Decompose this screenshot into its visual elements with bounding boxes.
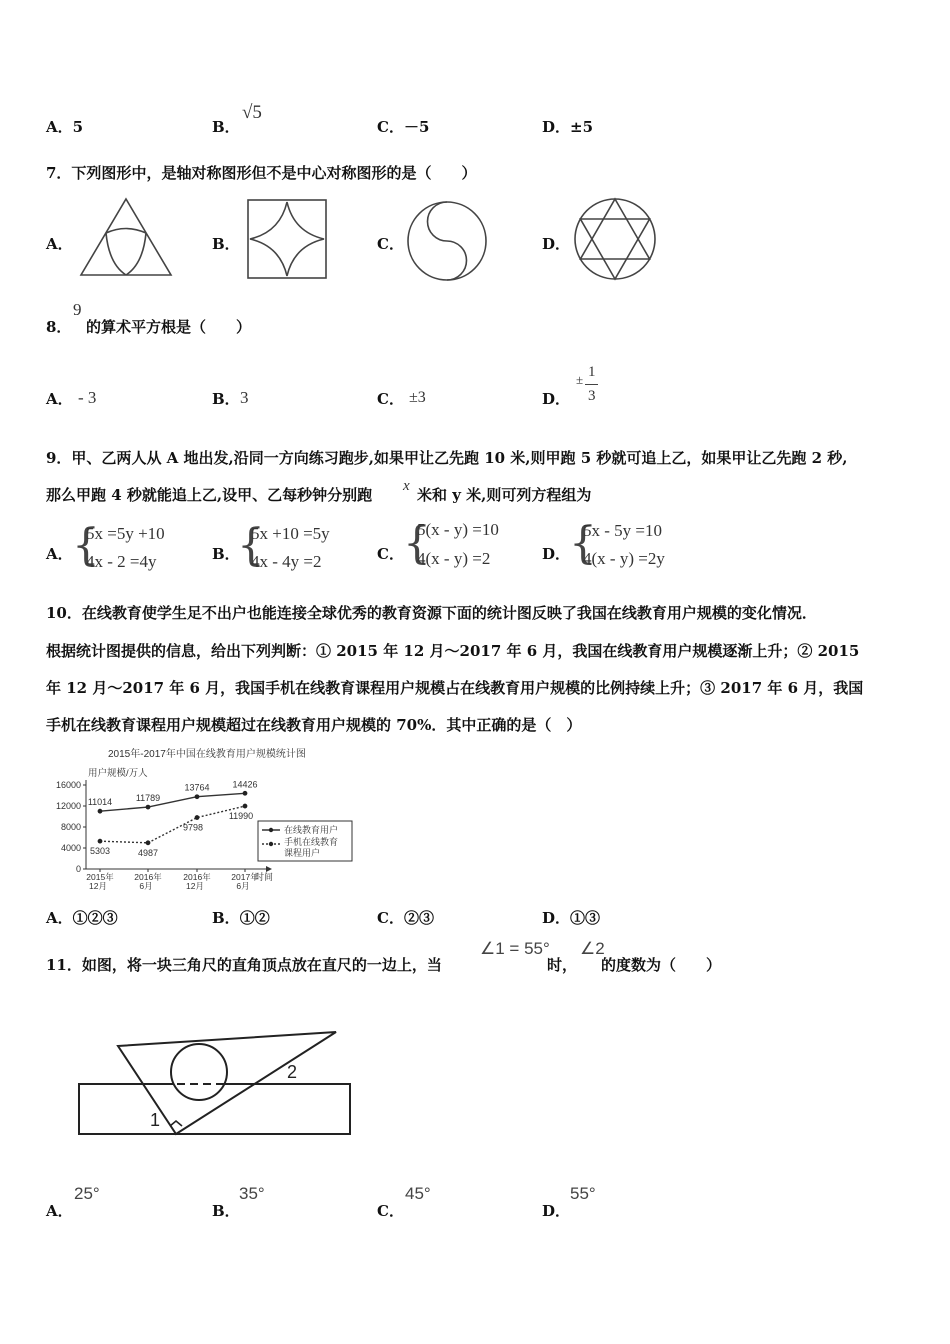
q8-option-a[interactable] bbox=[46, 388, 73, 409]
q8-option-b[interactable] bbox=[212, 388, 240, 409]
option-letter: C． bbox=[377, 390, 404, 408]
legend-marker bbox=[269, 842, 273, 846]
q11-option-a[interactable] bbox=[46, 1200, 73, 1221]
angle1-expression: ∠1 = 55° bbox=[480, 939, 550, 958]
sqrt5: √5 bbox=[242, 102, 262, 123]
legend-entry-1: 在线教育用户 bbox=[284, 825, 339, 835]
option-letter: A． bbox=[46, 390, 73, 408]
legend-marker bbox=[269, 828, 273, 832]
angle-1-label: 1 bbox=[150, 1110, 161, 1130]
q11-option-c[interactable] bbox=[377, 1200, 404, 1221]
q11-d-value: 55° bbox=[570, 1184, 596, 1203]
series-line-1 bbox=[100, 793, 245, 811]
q11-a-value: 25° bbox=[74, 1184, 100, 1203]
brace: { bbox=[403, 518, 431, 569]
option-letter: D． bbox=[542, 118, 571, 136]
angle-2-label: 2 bbox=[287, 1062, 298, 1082]
data-point bbox=[243, 791, 248, 796]
q11-option-b[interactable] bbox=[212, 1200, 240, 1221]
q11-b-value: 35° bbox=[239, 1184, 265, 1203]
q10-stem-line2: 根据统计图提供的信息，给出下列判断：① 2015 年 12 月～2017 年 6 月，我国在线教育用户规模逐渐上升；② 2015 bbox=[46, 642, 860, 660]
data-point bbox=[195, 794, 200, 799]
x-tick-label: 2015年 12月 bbox=[86, 872, 114, 891]
q7-figure-d bbox=[570, 194, 660, 284]
q9-c-eq1: 5(x - y) =10 bbox=[417, 520, 499, 539]
q7-option-a-letter[interactable]: A． bbox=[46, 235, 73, 253]
data-label: 5303 bbox=[89, 846, 111, 857]
series-line-2 bbox=[100, 806, 245, 843]
q8-option-c[interactable] bbox=[377, 388, 404, 409]
option-letter: C． bbox=[377, 118, 404, 136]
data-label: 13764 bbox=[184, 782, 210, 793]
q9-option-a[interactable]: A． bbox=[46, 545, 73, 563]
q9-b-eq1: 5x +10 =5y bbox=[251, 524, 330, 543]
q9-a-eq2: 4x - 2 =4y bbox=[86, 552, 157, 571]
q8-d-denominator: 3 bbox=[588, 388, 596, 404]
data-point bbox=[98, 839, 103, 844]
q11-stem-b: 时， bbox=[547, 956, 578, 974]
option-letter: B． bbox=[212, 118, 240, 136]
option-value: ±5 bbox=[570, 118, 594, 136]
data-label: 11990 bbox=[228, 811, 254, 822]
legend-entry-2-line2: 课程用户 bbox=[284, 848, 321, 858]
circle-hole bbox=[171, 1044, 227, 1100]
option-letter: C． bbox=[377, 1202, 404, 1220]
line-chart bbox=[46, 742, 376, 894]
data-label: 4987 bbox=[137, 847, 159, 858]
option-letter: B． bbox=[212, 1202, 240, 1220]
data-point bbox=[146, 840, 151, 845]
option-letter: B． bbox=[212, 909, 240, 927]
q11-option-d[interactable] bbox=[542, 1200, 570, 1221]
brace: { bbox=[237, 520, 265, 571]
q11-figure bbox=[70, 1022, 370, 1142]
y-tick-label: 12000 bbox=[55, 801, 81, 811]
q10-stem-line4: 手机在线教育课程用户规模超过在线教育用户规模的 70%．其中正确的是（ ） bbox=[46, 716, 582, 734]
q9-stem-line2a: 那么甲跑 4 秒就能追上乙,设甲、乙每秒钟分别跑 bbox=[46, 486, 373, 504]
option-letter: B． bbox=[212, 390, 240, 408]
brace: { bbox=[569, 518, 597, 569]
q8-a-value: - 3 bbox=[78, 388, 97, 407]
q6-option-c[interactable] bbox=[377, 116, 429, 137]
data-point bbox=[195, 815, 200, 820]
chart-x-axis-label: 时间 bbox=[255, 872, 274, 882]
option-value: ①③ bbox=[570, 909, 601, 927]
data-point bbox=[146, 805, 151, 810]
data-label: 11789 bbox=[135, 793, 161, 804]
q8-d-numerator: 1 bbox=[588, 364, 596, 380]
q7-option-c-letter[interactable]: C． bbox=[377, 235, 404, 253]
q6-option-a[interactable] bbox=[46, 116, 83, 137]
data-label: 9798 bbox=[182, 822, 204, 833]
q8-radicand: 9 bbox=[73, 300, 82, 319]
q8-number: 8． bbox=[46, 318, 72, 336]
q7-figure-b bbox=[244, 196, 330, 282]
data-label: 11014 bbox=[87, 797, 113, 808]
option-letter: C． bbox=[377, 909, 404, 927]
q10-stem-line1: 10．在线教育使学生足不出户也能连接全球优秀的教育资源下面的统计图反映了我国在线教育用户规模的变化情况． bbox=[46, 604, 817, 622]
option-letter: D． bbox=[542, 390, 571, 408]
y-tick-label: 0 bbox=[75, 864, 81, 874]
option-letter: D． bbox=[542, 909, 571, 927]
q6-option-b[interactable] bbox=[212, 116, 240, 137]
q7-option-d-letter[interactable]: D． bbox=[542, 235, 571, 253]
q9-d-eq2: 4(x - y) =2y bbox=[583, 549, 665, 568]
q8-b-value: 3 bbox=[240, 388, 249, 407]
data-label: 14426 bbox=[232, 779, 258, 790]
data-point bbox=[243, 804, 248, 809]
option-value: －5 bbox=[403, 118, 430, 136]
y-tick-label: 4000 bbox=[60, 843, 81, 853]
q11-stem-a: 11．如图，将一块三角尺的直角顶点放在直尺的一边上，当 bbox=[46, 956, 442, 974]
q10-option-b[interactable] bbox=[212, 907, 270, 928]
option-value: 5 bbox=[72, 118, 84, 136]
q8-stem: 的算术平方根是（ ） bbox=[86, 318, 252, 336]
q7-stem: 7．下列图形中，是轴对称图形但不是中心对称图形的是（ ） bbox=[46, 164, 477, 182]
option-letter: A． bbox=[46, 909, 73, 927]
data-point bbox=[98, 809, 103, 814]
q9-c-eq2: 4(x - y) =2 bbox=[417, 549, 491, 568]
q9-option-b[interactable]: B． bbox=[212, 545, 240, 563]
option-letter: A． bbox=[46, 118, 73, 136]
x-tick-label: 2017年 6月 bbox=[231, 872, 259, 891]
chart-y-axis-label: 用户规模/万人 bbox=[88, 768, 148, 779]
y-tick-label: 8000 bbox=[60, 822, 81, 832]
q7-figure-c bbox=[404, 198, 490, 284]
x-tick-label: 2016年 12月 bbox=[183, 872, 211, 891]
q9-stem-line1: 9．甲、乙两人从 A 地出发,沿同一方向练习跑步,如果甲让乙先跑 10 米,则甲跑 5 秒就可追上乙，如果甲让乙先跑 2 秒, bbox=[46, 449, 848, 467]
q7-figure-a bbox=[76, 194, 176, 282]
q9-b-eq2: 4x - 4y =2 bbox=[251, 552, 322, 571]
q6-option-d[interactable] bbox=[542, 116, 593, 137]
x-tick-label: 2016年 6月 bbox=[134, 872, 162, 891]
q11-stem-c: 的度数为（ ） bbox=[601, 956, 722, 974]
q9-a-eq1: 5x =5y +10 bbox=[86, 524, 165, 543]
q11-c-value: 45° bbox=[405, 1184, 431, 1203]
option-value: ①②③ bbox=[72, 909, 118, 927]
legend-entry-2-line1: 手机在线教育 bbox=[284, 837, 339, 847]
q9-option-c[interactable]: C． bbox=[377, 545, 404, 563]
option-letter: A． bbox=[46, 1202, 73, 1220]
fraction-bar bbox=[585, 384, 598, 385]
angle2-expression: ∠2 bbox=[580, 939, 605, 958]
q8-option-d[interactable] bbox=[542, 388, 570, 409]
chart-title: 2015年-2017年中国在线教育用户规模统计图 bbox=[108, 749, 306, 760]
q9-var-x: x bbox=[403, 478, 410, 494]
right-angle-mark bbox=[170, 1121, 182, 1126]
q10-option-d[interactable] bbox=[542, 907, 600, 928]
option-value: ②③ bbox=[403, 909, 434, 927]
q8-d-sign: ± bbox=[576, 372, 584, 387]
q10-stem-line3: 年 12 月～2017 年 6 月，我国手机在线教育课程用户规模占在线教育用户规模的比例持续上升；③ 2017 年 6 月，我国 bbox=[46, 679, 864, 697]
q7-option-b-letter[interactable]: B． bbox=[212, 235, 240, 253]
q8-c-value: ±3 bbox=[409, 389, 426, 406]
brace: { bbox=[72, 520, 100, 571]
q9-option-d[interactable]: D． bbox=[542, 545, 571, 563]
q10-option-a[interactable] bbox=[46, 907, 118, 928]
q10-option-c[interactable] bbox=[377, 907, 434, 928]
q9-stem-line2b: 米和 y 米,则可列方程组为 bbox=[417, 486, 592, 504]
option-letter: D． bbox=[542, 1202, 571, 1220]
y-tick-label: 16000 bbox=[55, 780, 81, 790]
q9-d-eq1: 5x - 5y =10 bbox=[583, 521, 662, 540]
option-value: ①② bbox=[239, 909, 270, 927]
